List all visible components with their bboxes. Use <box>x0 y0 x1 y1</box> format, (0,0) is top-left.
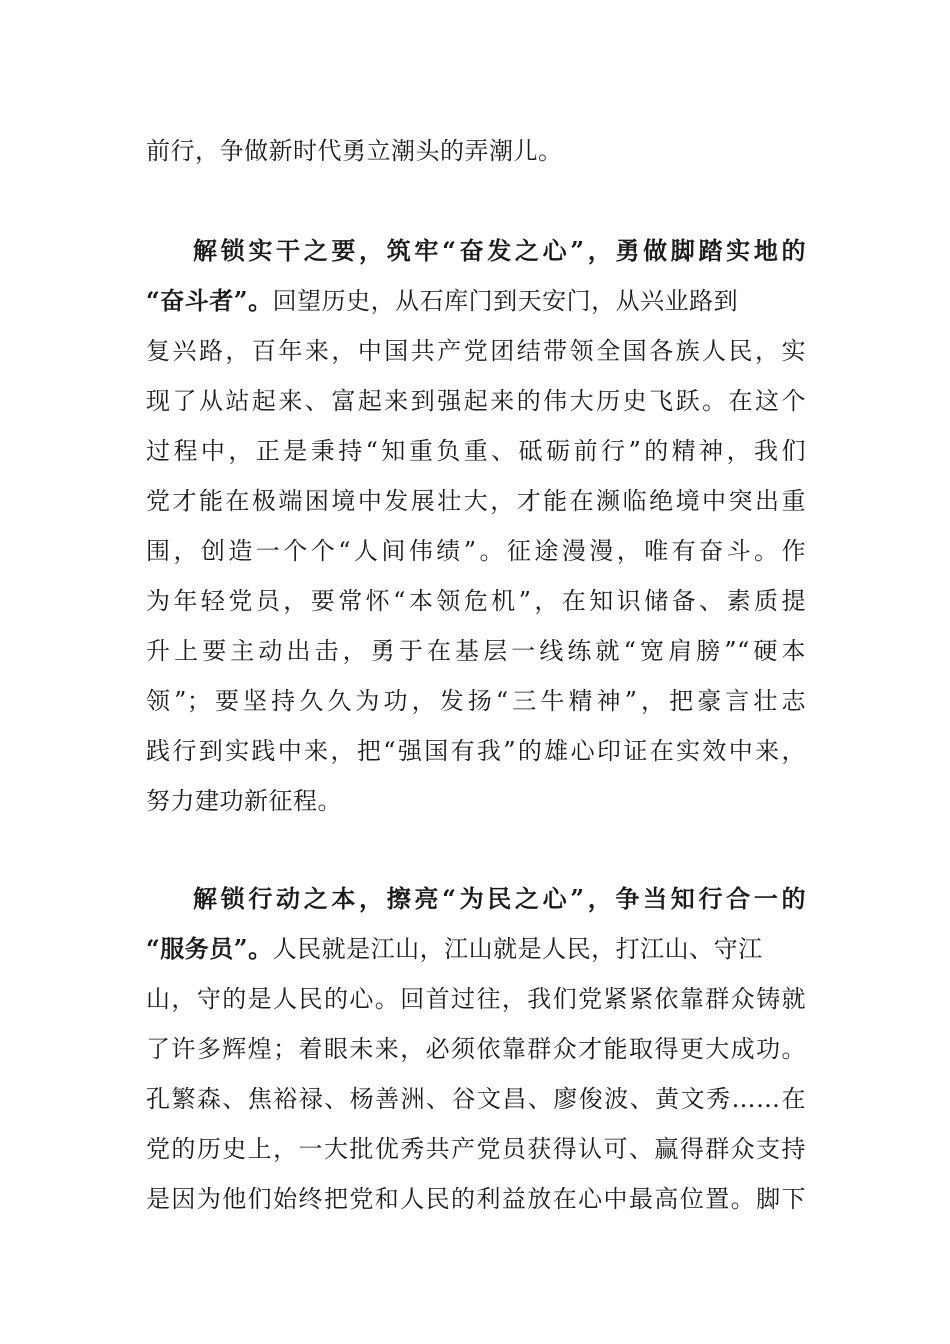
paragraph-1-line-9: 升上要主动出击，勇于在基层一线练就“宽肩膀”“硬本 <box>146 637 806 665</box>
paragraph-2-line-7: 是因为他们始终把党和人民的利益放在心中最高位置。脚下 <box>146 1185 806 1213</box>
paragraph-2-line-2 <box>146 934 806 964</box>
paragraph-1-heading-line: 解锁实干之要，筑牢“奋发之心”，勇做脚踏实地的 <box>193 236 806 265</box>
paragraph-1-heading-end: “奋斗者”。 <box>146 286 273 315</box>
paragraph-1-line-5: 过程中，正是秉持“知重负重、砥砺前行”的精神，我们 <box>146 437 806 465</box>
paragraph-2-line-6: 党的历史上，一大批优秀共产党员获得认可、赢得群众支持 <box>146 1135 806 1163</box>
paragraph-2-line-4: 了许多辉煌；着眼未来，必须依靠群众才能取得更大成功。 <box>146 1035 806 1063</box>
paragraph-1-line-10: 领”；要坚持久久为功，发扬“三牛精神”，把豪言壮志 <box>146 687 806 715</box>
paragraph-0-line-1: 前行，争做新时代勇立潮头的弄潮儿。 <box>146 137 563 165</box>
paragraph-2-line-5: 孔繁森、焦裕禄、杨善洲、谷文昌、廖俊波、黄文秀……在 <box>146 1085 806 1113</box>
paragraph-2-line-3: 山，守的是人民的心。回首过往，我们党紧紧依靠群众铸就 <box>146 985 806 1013</box>
paragraph-2-heading-end: “服务员”。 <box>146 934 273 963</box>
paragraph-1-line-7: 围，创造一个个“人间伟绩”。征途漫漫，唯有奋斗。作 <box>146 537 806 565</box>
paragraph-1-line-2 <box>146 286 806 316</box>
paragraph-1-line-3: 复兴路，百年来，中国共产党团结带领全国各族人民，实 <box>146 337 806 365</box>
paragraph-2-heading-line: 解锁行动之本，擦亮“为民之心”，争当知行合一的 <box>193 884 806 913</box>
paragraph-1-line-12: 努力建功新征程。 <box>146 787 342 815</box>
paragraph-1-line-6: 党才能在极端困境中发展壮大，才能在濒临绝境中突出重 <box>146 487 806 515</box>
paragraph-2-line-2-text: 人民就是江山，江山就是人民，打江山、守江 <box>272 935 763 963</box>
paragraph-1-line-8: 为年轻党员，要常怀“本领危机”，在知识储备、素质提 <box>146 587 806 615</box>
paragraph-1-line-4: 现了从站起来、富起来到强起来的伟大历史飞跃。在这个 <box>146 387 806 415</box>
paragraph-1-line-11: 践行到实践中来，把“强国有我”的雄心印证在实效中来， <box>146 737 806 765</box>
paragraph-1-line-2-text: 回望历史，从石库门到天安门，从兴业路到 <box>272 287 739 315</box>
